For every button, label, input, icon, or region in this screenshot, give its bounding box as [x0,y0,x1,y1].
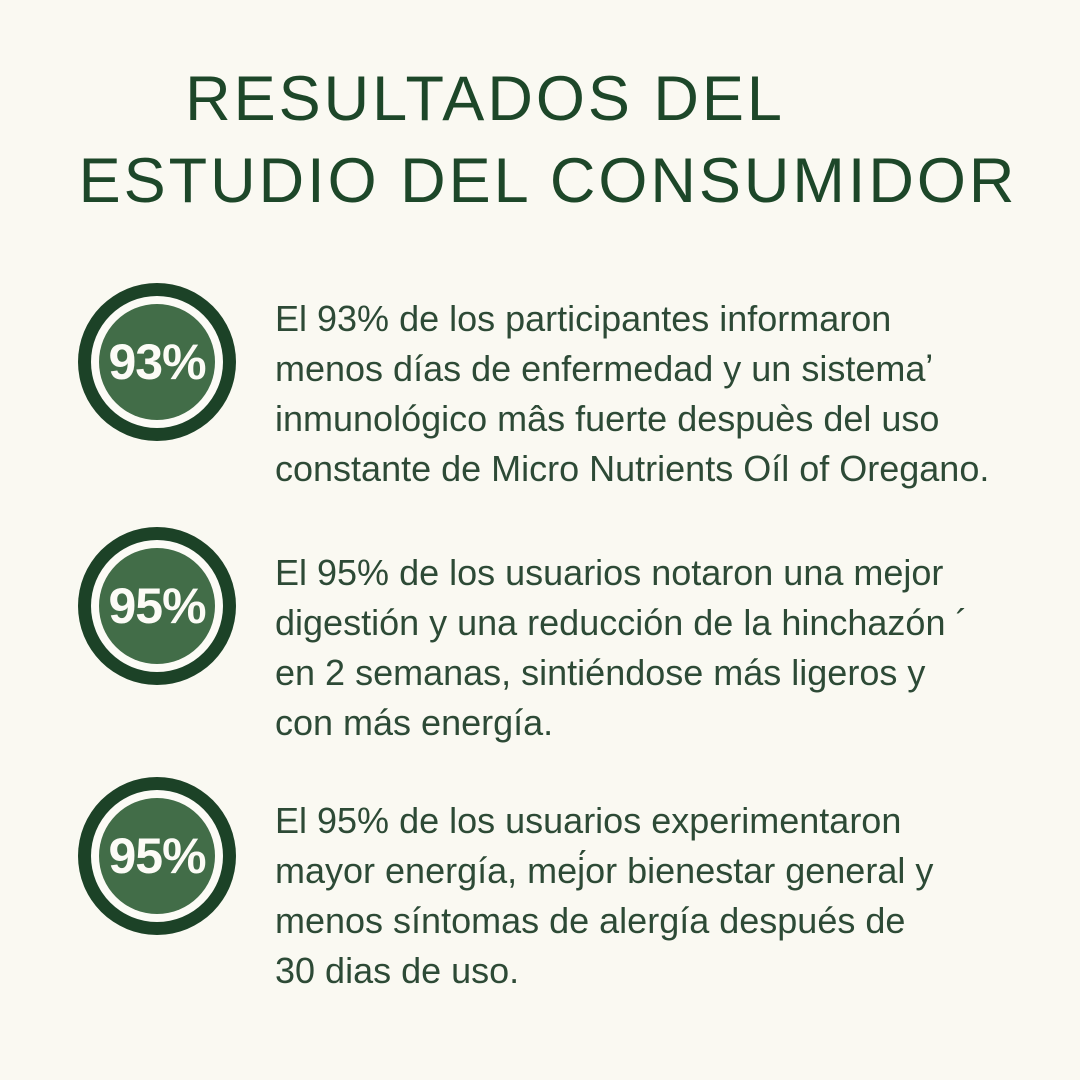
stat-description-line: El 95% de los usuarios experimentaron [275,800,902,841]
stat-description-2 [275,548,967,748]
stat-badge-white-ring [91,790,223,922]
stat-description-line: inmunológico mâs fuerte despuès del uso [275,398,940,439]
page-title [0,58,1080,222]
stat-description-3 [275,796,933,996]
stat-description-line: 30 dias de uso. [275,950,520,991]
stat-badge-inner-circle [99,304,215,420]
stat-badge-93-percent [78,283,236,441]
stat-badge-inner-circle [99,798,215,914]
stat-description-line: en 2 semanas, sintiéndose más ligeros y [275,652,926,693]
stat-description-1 [275,294,989,494]
page-title-line-2: ESTUDIO DEL CONSUMIDOR [78,146,1018,216]
stat-badge-white-ring [91,540,223,672]
stat-badge-white-ring [91,296,223,428]
stat-badge-95-percent [78,527,236,685]
stat-description-line: mayor energía, mej́or bienestar general y [275,850,934,891]
stat-description-line: El 95% de los usuarios notaron una mejor [275,552,944,593]
stat-description-line: menos síntomas de alergía después de [275,900,906,941]
stat-badge-95-percent-2 [78,777,236,935]
stat-description-line: menos días de enfermedad y un sistemaʼ [275,348,934,389]
stat-description-line: con más energía. [275,702,554,743]
stat-description-line: digestión y una reducción de la hinchazón ´ [275,602,968,643]
page-title-line-1: RESULTADOS DEL [185,64,785,134]
stat-description-line: constante de Micro Nutrients Oíl of Oregano. [275,448,990,489]
stat-value: 95% [108,828,206,884]
stat-badge-inner-circle [99,548,215,664]
stat-value: 95% [108,578,206,634]
stat-value: 93% [108,334,206,390]
stat-description-line: El 93% de los participantes informaron [275,298,892,339]
